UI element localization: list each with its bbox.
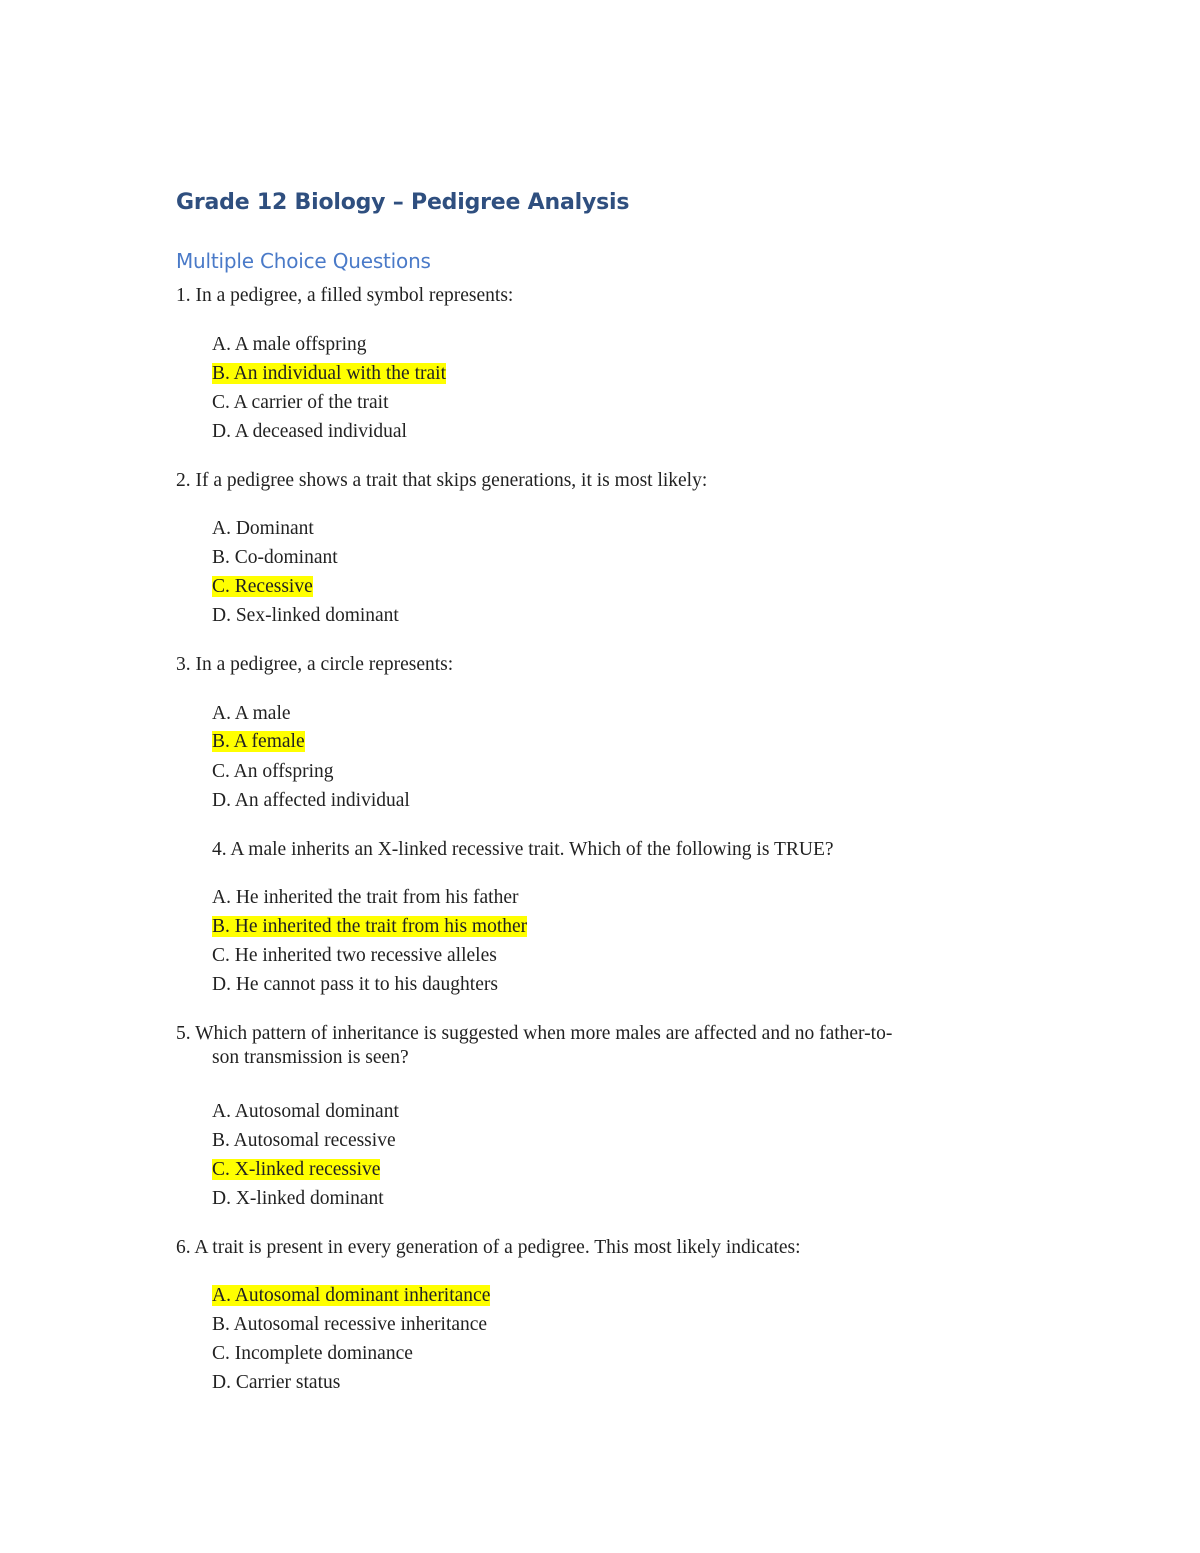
q6-option-d: D. Carrier status (212, 1372, 341, 1393)
q3-option-a: A. A male (212, 703, 291, 724)
q5-option-b: B. Autosomal recessive (212, 1130, 396, 1151)
q4-option-c: C. He inherited two recessive alleles (212, 945, 497, 966)
question-4: 4. A male inherits an X-linked recessive trait. Which of the following is TRUE? (212, 839, 834, 860)
question-5-line-1: 5. Which pattern of inheritance is suggested when more males are affected and no father-to- (176, 1023, 893, 1044)
answer-highlight: B. An individual with the trait (212, 363, 446, 384)
question-6: 6. A trait is present in every generation of a pedigree. This most likely indicates: (176, 1237, 801, 1258)
document-title: Grade 12 Biology – Pedigree Analysis (176, 190, 630, 215)
q4-option-d: D. He cannot pass it to his daughters (212, 974, 498, 995)
q2-option-a: A. Dominant (212, 518, 314, 539)
answer-highlight: B. He inherited the trait from his mother (212, 916, 528, 937)
q3-option-d: D. An affected individual (212, 790, 410, 811)
q1-option-d: D. A deceased individual (212, 421, 407, 442)
q6-option-b: B. Autosomal recessive inheritance (212, 1314, 488, 1335)
q1-option-b (212, 362, 446, 386)
question-1: 1. In a pedigree, a filled symbol represents: (176, 285, 514, 306)
q1-option-a: A. A male offspring (212, 334, 367, 355)
q3-option-b (212, 730, 305, 754)
answer-highlight: C. Recessive (212, 576, 313, 597)
q6-option-a (212, 1284, 490, 1308)
q3-option-c: C. An offspring (212, 761, 334, 782)
answer-highlight: C. X-linked recessive (212, 1159, 381, 1180)
question-5-line-2: son transmission is seen? (212, 1047, 409, 1068)
q2-option-c (212, 575, 313, 599)
q5-option-a: A. Autosomal dominant (212, 1101, 399, 1122)
q2-option-b: B. Co-dominant (212, 547, 338, 568)
q4-option-a: A. He inherited the trait from his father (212, 887, 519, 908)
q5-option-d: D. X-linked dominant (212, 1188, 384, 1209)
question-2: 2. If a pedigree shows a trait that skips generations, it is most likely: (176, 470, 708, 491)
q5-option-c (212, 1158, 380, 1182)
answer-highlight: A. Autosomal dominant inheritance (212, 1285, 491, 1306)
q1-option-c: C. A carrier of the trait (212, 392, 389, 413)
section-heading: Multiple Choice Questions (176, 249, 431, 273)
q4-option-b (212, 915, 527, 939)
answer-highlight: B. A female (212, 731, 305, 752)
q6-option-c: C. Incomplete dominance (212, 1343, 413, 1364)
question-5 (176, 1022, 892, 1070)
q2-option-d: D. Sex-linked dominant (212, 605, 399, 626)
question-3: 3. In a pedigree, a circle represents: (176, 654, 454, 675)
